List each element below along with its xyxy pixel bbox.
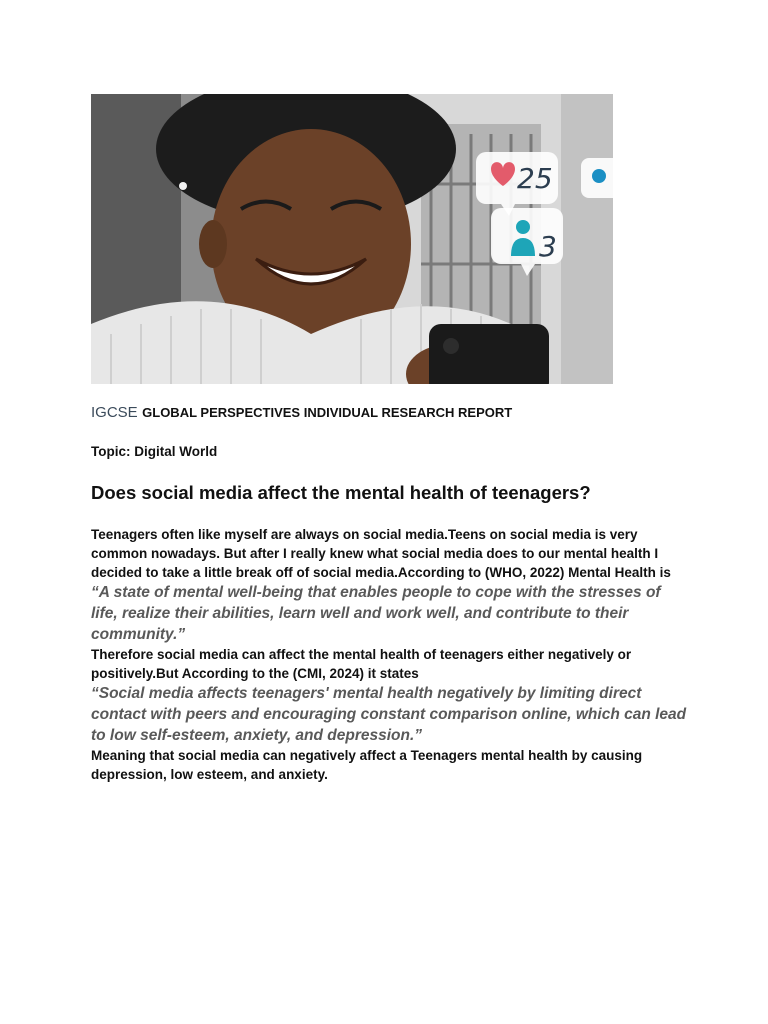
who-quote: “A state of mental well-being that enables people to cope with the stresses of life, realize their abilities, learn well and work well, and contribute to their community.” (91, 584, 661, 643)
intro-paragraph: Teenagers often like myself are always on social media.Teens on social media is very common nowadays. But after I really knew what social media does to our mental health I decided to take a little break off of social media.According to (WHO, 2022) Mental Health is (91, 527, 671, 580)
hero-illustration (91, 94, 613, 384)
chat-dot-icon (592, 169, 606, 183)
conclusion-paragraph: Meaning that social media can negatively affect a Teenagers mental health by causing depression, low esteem, and anxiety. (91, 748, 643, 782)
report-title: GLOBAL PERSPECTIVES INDIVIDUAL RESEARCH REPORT (142, 405, 513, 420)
report-body (91, 525, 691, 784)
like-count: 25 (517, 162, 553, 195)
report-header (91, 404, 691, 422)
transition-paragraph: Therefore social media can affect the mental health of teenagers either negatively or positively.But According to the (CMI, 2024) it states (91, 647, 632, 681)
research-question: Does social media affect the mental health of teenagers? (91, 482, 591, 503)
hero-photo (91, 94, 613, 384)
follower-count: 3 (539, 230, 557, 263)
igcse-label: IGCSE (91, 404, 138, 421)
cmi-quote: “Social media affects teenagers' mental health negatively by limiting direct contact with peers and encouraging constant comparison online, which can lead to low self-esteem, anxiety, and depression.” (91, 685, 687, 744)
topic-line: Topic: Digital World (91, 444, 218, 459)
comment-bubble (581, 158, 613, 198)
